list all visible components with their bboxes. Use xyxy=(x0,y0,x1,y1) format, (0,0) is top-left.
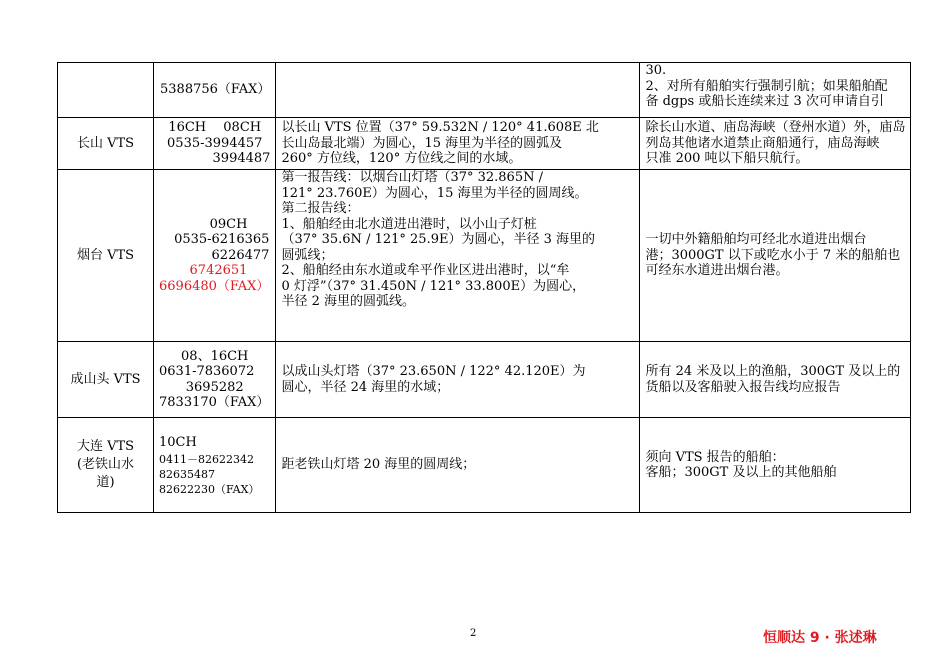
note-line: 除长山水道、庙岛海峡（登州水道）外，庙岛 xyxy=(645,120,906,136)
area-cell xyxy=(276,118,640,170)
contact-cell xyxy=(154,63,276,118)
note-cell xyxy=(640,118,911,170)
area-cell xyxy=(276,342,640,418)
author-signature: 恒顺达 9 · 张述琳 xyxy=(763,630,877,646)
area-line: 圆弧线； xyxy=(281,247,334,263)
phone-number-red: 6742651 xyxy=(189,263,248,279)
area-line: 0 灯浮”（37° 31.450N / 121° 33.800E）为圆心， xyxy=(281,278,586,294)
contact-cell xyxy=(154,418,276,513)
phone-number: 0535-6216365 xyxy=(174,232,270,248)
area-line: 长山岛最北端）为圆心，15 海里为半径的圆弧及 xyxy=(281,135,563,151)
note-cell xyxy=(640,418,911,513)
area-cell xyxy=(276,418,640,513)
note-line: 所有 24 米及以上的渔船，300GT 及以上的 xyxy=(645,364,901,379)
vts-name-cell xyxy=(58,342,154,418)
vts-name-cell xyxy=(58,170,154,342)
area-line: 圆心，半径 24 海里的水域； xyxy=(281,379,450,395)
note-cell xyxy=(640,170,911,342)
note-line: 可经东水道进出烟台港。 xyxy=(645,263,789,279)
vts-name-cell xyxy=(58,63,154,118)
contact-cell xyxy=(154,170,276,342)
fax-number-red: 6696480（FAX） xyxy=(159,278,270,294)
fax-number: 82622230（FAX） xyxy=(159,482,260,496)
area-line: 121° 23.760E）为圆心，15 海里为半径的圆周线。 xyxy=(281,185,588,201)
fax-number: 7833170（FAX） xyxy=(159,395,270,410)
phone-number: 3695282 xyxy=(185,379,244,395)
area-cell xyxy=(276,170,640,342)
area-line: （37° 35.6N / 121° 25.9E）为圆心，半径 3 海里的 xyxy=(281,232,595,247)
area-line: 距老铁山灯塔 20 海里的圆周线； xyxy=(281,457,476,473)
phone-number: 82635487 xyxy=(159,467,215,481)
vhf-channel: 08、16CH xyxy=(181,348,249,364)
contact-line: 5388756（FAX） xyxy=(160,82,271,98)
note-cell xyxy=(640,342,911,418)
vhf-channel: 10CH xyxy=(159,434,197,450)
note-line: 30. xyxy=(645,63,667,78)
note-line: 备 dgps 或船长连续来过 3 次可申请自引 xyxy=(645,94,884,109)
table-row xyxy=(58,63,911,118)
note-line: 货船以及客船驶入报告线均应报告 xyxy=(645,379,841,395)
table-row xyxy=(58,342,911,418)
note-line: 只准 200 吨以下船只航行。 xyxy=(645,151,809,167)
area-line: 第一报告线：以烟台山灯塔（37° 32.865N / xyxy=(281,170,543,185)
area-line: 第二报告线： xyxy=(281,201,360,216)
note-line: 一切中外籍船舶均可经北水道进出烟台 xyxy=(645,232,867,248)
phone-number: 6226477 xyxy=(211,247,270,263)
vts-name-cell xyxy=(58,118,154,170)
phone-number: 0411－82622342 xyxy=(159,452,254,466)
vts-name: 烟台 VTS xyxy=(76,247,135,263)
area-line: 以长山 VTS 位置（37° 59.532N / 120° 41.608E 北 xyxy=(281,120,599,136)
area-line: 1、船舶经由北水道进出港时，以小山子灯桩 xyxy=(281,216,537,232)
note-line: 港；3000GT 以下或吃水小于 7 米的船舶也 xyxy=(645,247,901,263)
phone-number: 3994487 xyxy=(212,151,271,167)
vts-name: (老铁山水 xyxy=(76,457,135,472)
note-cell xyxy=(640,63,911,118)
note-line: 客船；300GT 及以上的其他船舶 xyxy=(645,465,837,480)
vhf-channel: 09CH xyxy=(209,216,248,232)
contact-cell xyxy=(154,118,276,170)
phone-number: 0631-7836072 xyxy=(159,364,255,379)
area-line: 260° 方位线，120° 方位线之间的水域。 xyxy=(281,151,522,167)
vts-table xyxy=(57,62,911,513)
note-line: 2、对所有船舶实行强制引航；如果船舶配 xyxy=(645,78,888,94)
page-number: 2 xyxy=(470,628,477,639)
table-row xyxy=(58,170,911,342)
area-line: 以成山头灯塔（37° 23.650N / 122° 42.120E）为 xyxy=(281,364,586,379)
vts-name: 成山头 VTS xyxy=(70,371,141,387)
contact-cell xyxy=(154,342,276,418)
table-row xyxy=(58,418,911,513)
note-line: 列岛其他诸水道禁止商船通行，庙岛海峡 xyxy=(645,135,880,151)
table-row xyxy=(58,118,911,170)
vts-name: 大连 VTS xyxy=(76,439,135,454)
area-line: 半径 2 海里的圆弧线。 xyxy=(281,294,415,309)
area-cell xyxy=(276,63,640,118)
note-line: 须向 VTS 报告的船舶： xyxy=(645,449,785,465)
vhf-channel: 16CH 08CH xyxy=(168,120,262,136)
area-line: 2、船舶经由东水道或牟平作业区进出港时，以“牟 xyxy=(281,263,570,278)
phone-number: 0535-3994457 xyxy=(167,135,263,151)
vts-name-cell xyxy=(58,418,154,513)
vts-name: 道) xyxy=(96,475,115,490)
vts-name: 长山 VTS xyxy=(76,135,135,151)
